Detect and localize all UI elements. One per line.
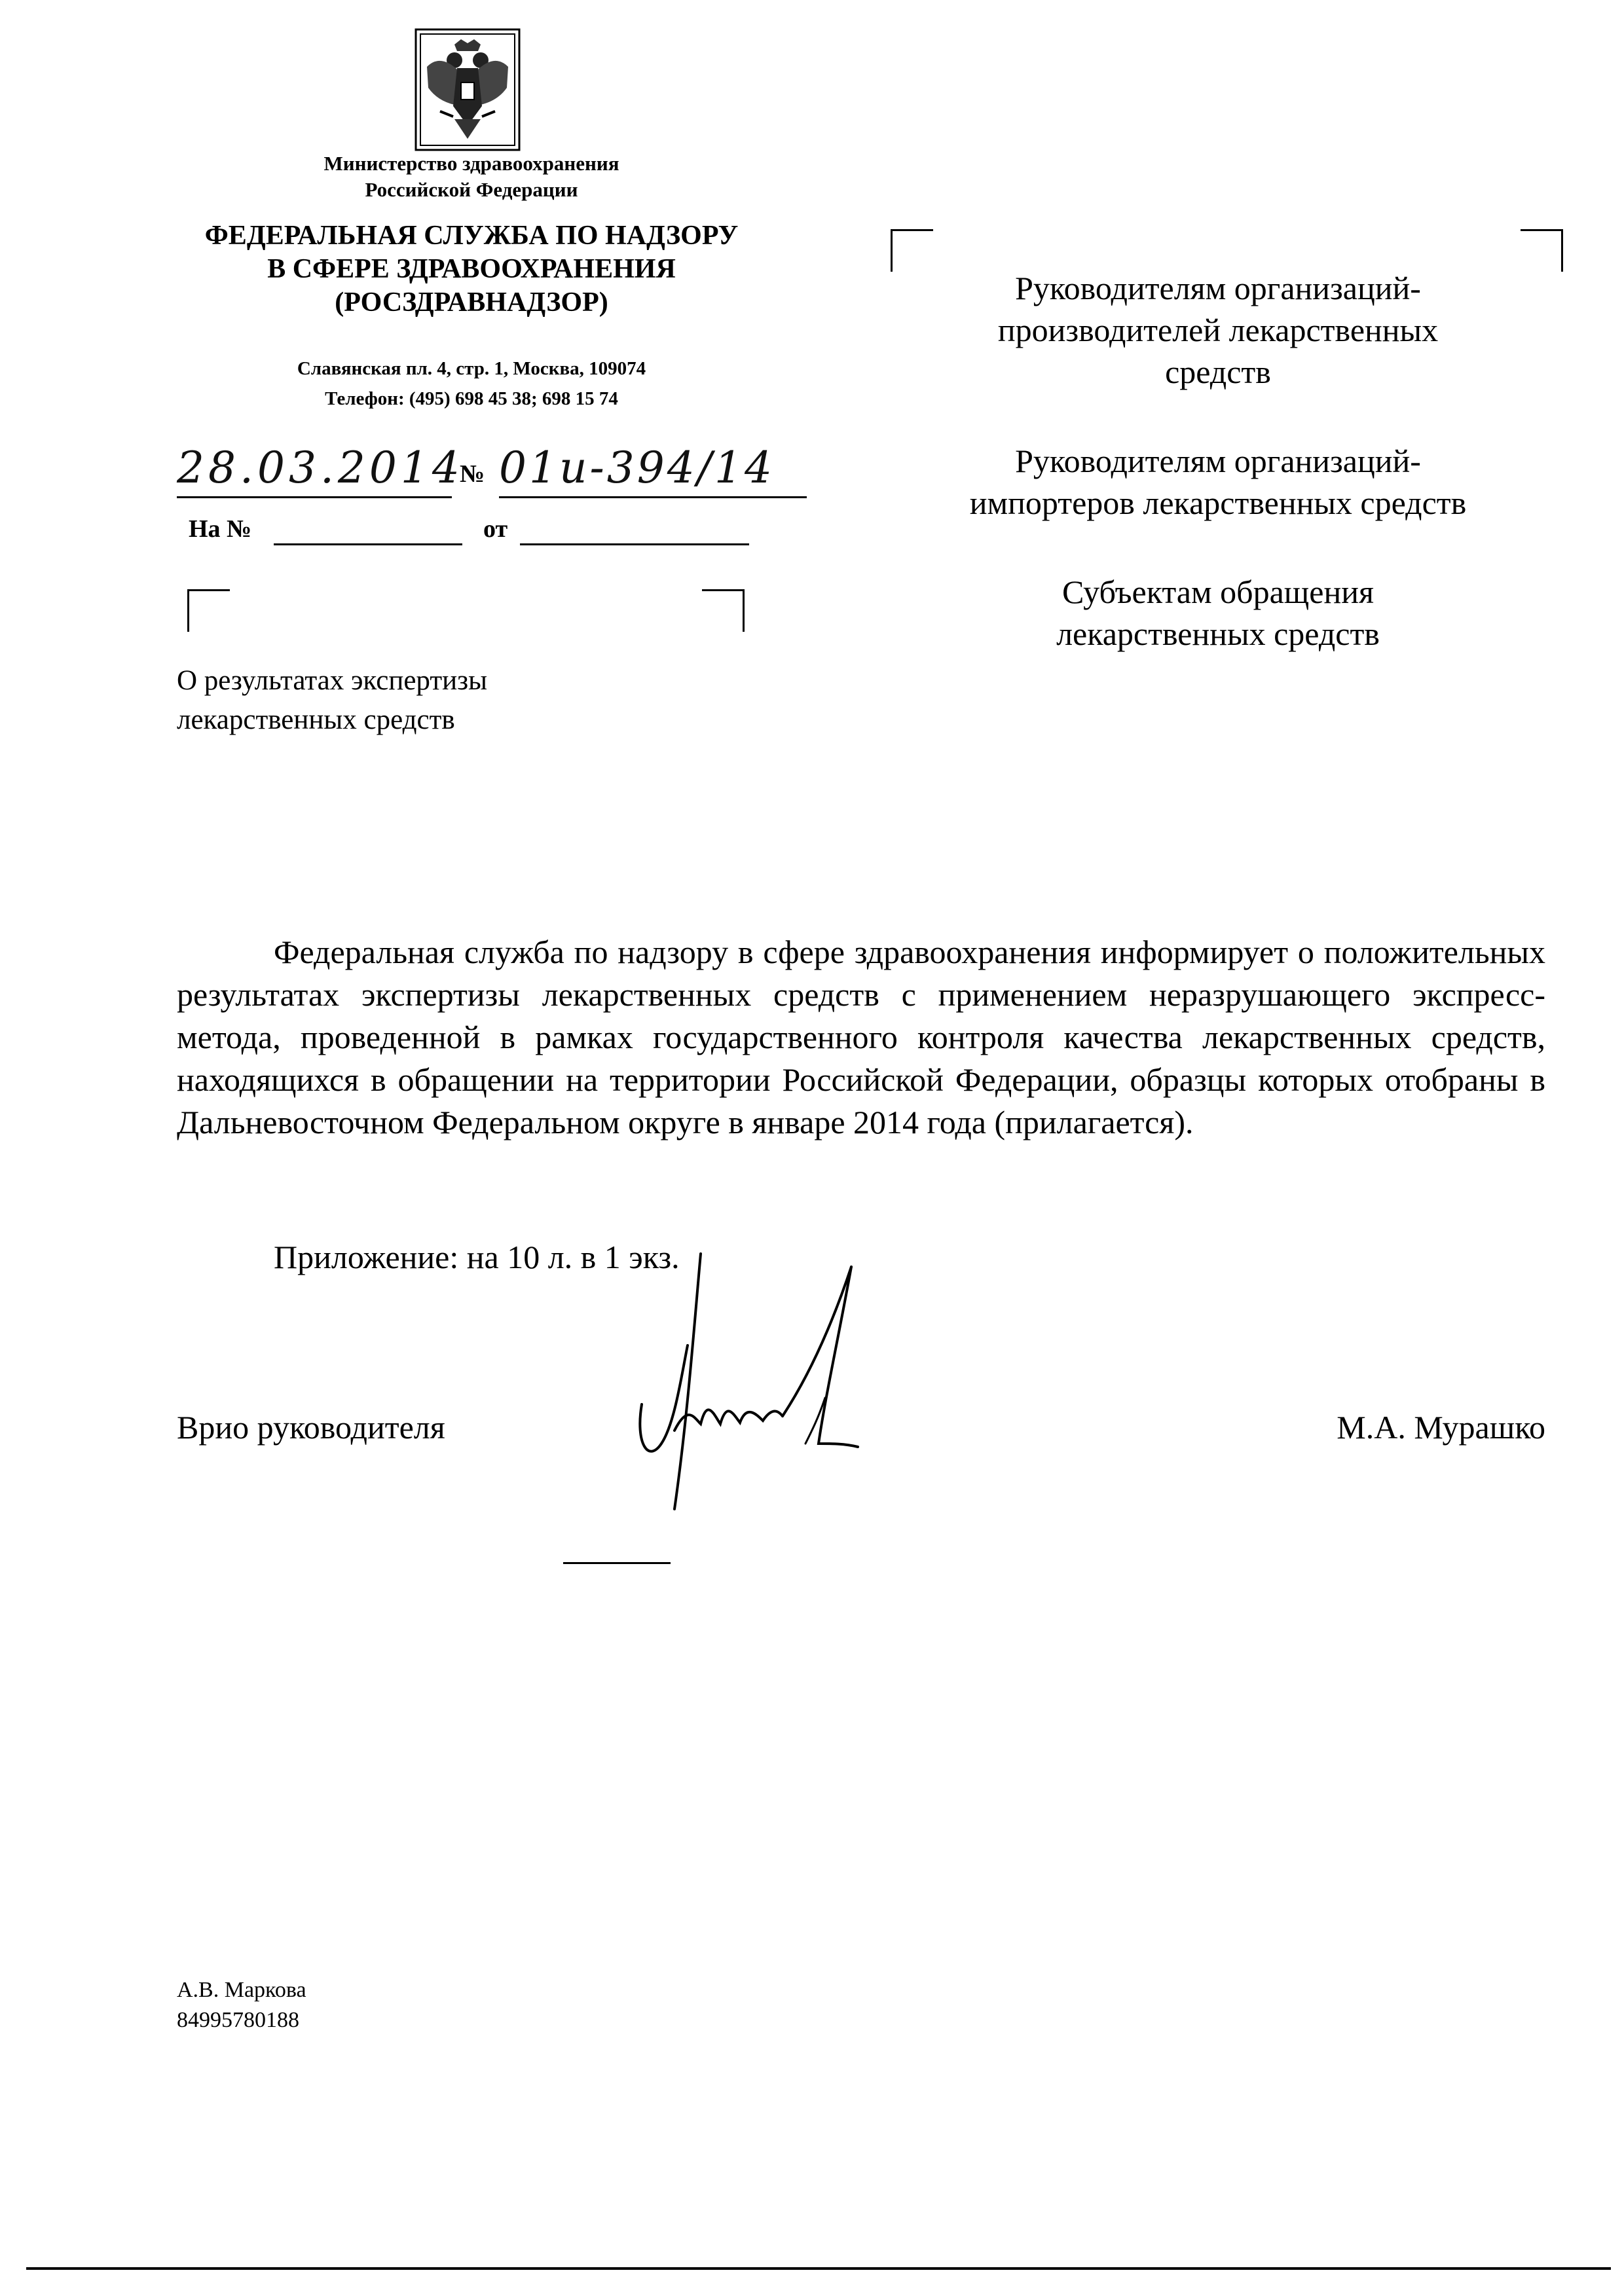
phone: Телефон: (495) 698 45 38; 698 15 74 (325, 388, 618, 409)
address: Славянская пл. 4, стр. 1, Москва, 109074 (297, 358, 646, 379)
contact-block (196, 354, 747, 414)
recipient-line: импортеров лекарственных средств (969, 484, 1467, 521)
executor-phone: 84995780188 (177, 2008, 299, 2032)
recipient-line: Субъектам обращения (1062, 574, 1374, 610)
recipient-line: лекарственных средств (1056, 615, 1380, 652)
recipients (923, 267, 1513, 702)
service-line: ФЕДЕРАЛЬНАЯ СЛУЖБА ПО НАДЗОРУ (204, 221, 739, 251)
number-sign: № (460, 460, 485, 488)
recipient-line: Руководителям организаций- (1015, 443, 1421, 479)
reply-from-label: от (483, 515, 508, 543)
recipient-line: средств (1165, 354, 1271, 390)
signatory-name: М.А. Мурашко (1337, 1409, 1545, 1446)
address-corner-left (891, 229, 933, 272)
recipient-group (923, 571, 1513, 655)
ministry-name (196, 151, 747, 203)
executor-name: А.В. Маркова (177, 1978, 306, 2002)
executor-block (177, 1975, 570, 2035)
registration-number: 01и-394/14 (499, 440, 807, 498)
service-name (164, 219, 779, 319)
reply-date-line (520, 515, 749, 545)
letter-body: Федеральная служба по надзору в сфере здравоохранения информирует о положительных результатах экспертизы лекарственных средств с применением неразрушающего экспресс-метода, проведенной в рамках государственного контроля качества лекарственных средств, находящихся в обращении на территории Российской Федерации, образцы которых отобраны в Дальневосточном Федеральном округе в январе 2014 года (прилагается). (177, 934, 1545, 1140)
registration-date: 28.03.2014 (177, 440, 452, 498)
subject-line: лекарственных средств (177, 704, 455, 735)
subject (177, 661, 635, 740)
recipient-group (923, 440, 1513, 524)
attachment-note: Приложение: на 10 л. в 1 экз. (274, 1239, 680, 1275)
reply-reference-row (189, 515, 752, 554)
service-line: (РОСЗДРАВНАДЗОР) (335, 287, 608, 318)
recipient-line: Руководителям организаций- (1015, 270, 1421, 306)
reply-number-line (274, 515, 462, 545)
coat-of-arms-icon (414, 27, 521, 152)
subject-corner-left (187, 589, 230, 632)
subject-corner-right (702, 589, 745, 632)
registration-row (177, 440, 819, 505)
subject-line: О результатах экспертизы (177, 665, 488, 696)
page-bottom-rule (26, 2267, 1611, 2270)
recipient-group (923, 267, 1513, 393)
address-corner-right (1521, 229, 1563, 272)
signatory-title: Врио руководителя (177, 1409, 445, 1446)
ministry-line: Российской Федерации (365, 178, 578, 201)
ministry-line: Министерство здравоохранения (323, 152, 619, 175)
service-line: В СФЕРЕ ЗДРАВООХРАНЕНИЯ (267, 254, 676, 284)
recipient-line: производителей лекарственных (997, 312, 1439, 348)
handwritten-signature (629, 1247, 904, 1522)
reply-number-label: На № (189, 515, 252, 543)
separator-line (563, 1562, 671, 1564)
